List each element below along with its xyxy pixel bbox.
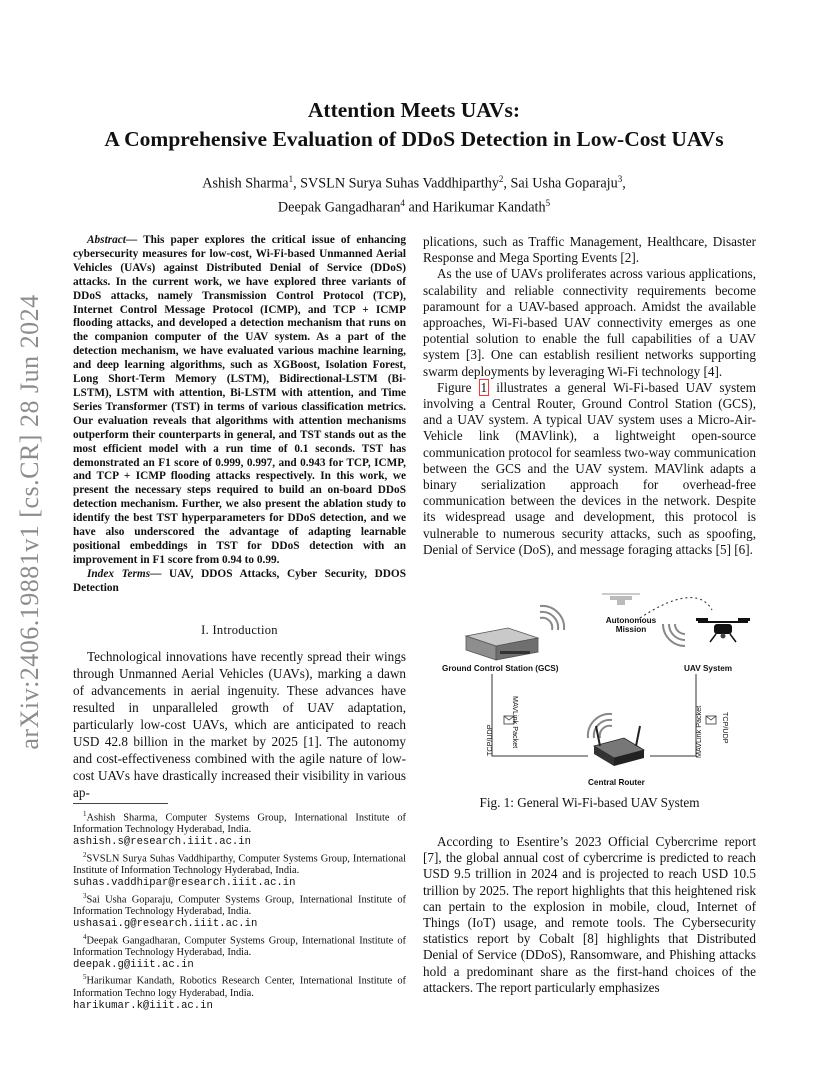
footnote-3: $^3$Sai Usha Goparaju, Computer Systems Group, International Institute of Information Technology Hyderabad, India. ushasai.g@research.iiit.ac.in <box>73 891 406 930</box>
right-column-bottom <box>423 834 756 996</box>
small-drone-icon <box>602 594 640 605</box>
index-terms-label: Index Terms <box>87 567 151 580</box>
autonomous-mission-label: Autonomous Mission <box>605 616 657 634</box>
author-name: , Sai Usha Goparaju <box>503 175 618 192</box>
footnote-5: $^5$Harikumar Kandath, Robotics Research Center, International Institute of Information Techno logy Hyderabad, India. harikumar.k@iiit.ac.in <box>73 973 406 1012</box>
figure-diagram <box>430 588 760 798</box>
author-separator: , <box>622 175 626 192</box>
mavlink-label-right: MAVLink Packet <box>694 705 703 758</box>
right-paragraph-2: As the use of UAVs proliferates across various applications, scalability and reliable connectivity requirements become paramount for a UAV-based approach. Amidst the available approaches, Wi-Fi-based UAV connectivity emerges as one potential solution to enable the full capabilities of a UAV system [3]. One can establish resilient networks supporting swarm deployments by leveraging Wi-Fi technology [4]. <box>423 266 756 379</box>
right-paragraph-4: According to Esentire’s 2023 Official Cybercrime report [7], the global annual cost of cybercrime is predicted to reach USD 9.5 trillion in 2024 and is projected to reach USD 10.5 trillion by 2025. The report highlights that this heightened risk can pertain to the explosion in mobile, cloud, Internet of Things (IoT) usage, and remote tools. The Cybersecurity statistics report by Cobalt [8] highlights that Distributed Denial of Service (DDoS), Ransomware, and Phishing attacks hold a predominant share as the first-hand choices of the attackers. The report particularly emphasizes <box>423 834 756 995</box>
footnote-email[interactable]: suhas.vaddhipar@research.iiit.ac.in <box>73 876 296 889</box>
uav-system-figure <box>430 588 760 798</box>
footnote-1: $^1$Ashish Sharma, Computer Systems Group, International Institute of Information Technology Hyderabad, India. ashish.s@research.iiit.ac.in <box>73 810 406 849</box>
uav-wifi-icon <box>663 624 685 646</box>
footnote-email[interactable]: deepak.g@iiit.ac.in <box>73 958 194 971</box>
gcs-router-link <box>492 674 588 756</box>
author-name: , SVSLN Surya Suhas Vaddhiparthy <box>293 175 499 192</box>
mavlink-label-left: MAVLink Packet <box>511 696 520 749</box>
router-icon <box>594 726 644 766</box>
figure-ref-link[interactable]: 1 <box>480 379 488 395</box>
tcpudp-label-left: TCP/UDP <box>485 724 494 756</box>
section-heading: I. Introduction <box>201 622 278 637</box>
footnotes <box>73 809 406 1013</box>
central-router-label: Central Router <box>588 778 645 787</box>
right-column-top <box>423 234 756 558</box>
tcpudp-label-right: TCP/UDP <box>721 712 730 744</box>
author-list <box>60 170 768 217</box>
title-line-1: Attention Meets UAVs: <box>307 98 521 122</box>
author-affil-mark: 2 <box>498 174 504 184</box>
abstract <box>73 234 406 568</box>
intro-paragraph: Technological innovations have recently spread their wings through Unmanned Aerial Vehicles (UAVs), marking a dawn of advancements in aerial ingenuity. These advances have resulted in unparalleled growth of UAV adaptation, particularly low-cost UAVs, which are anticipated to reach USD 42.8 billion in the market by 2025 [1]. The autonomy and cost-effectiveness combined with the agile nature of low-cost UAVs have drastically increased their visibility in various ap- <box>73 648 406 800</box>
gcs-device-icon <box>466 628 538 660</box>
title-line-2: A Comprehensive Evaluation of DDoS Detection in Low-Cost UAVs <box>104 127 724 151</box>
footnote-4: $^4$Deepak Gangadharan, Computer Systems Group, International Institute of Information Technology Hyderabad, India. deepak.g@iiit.ac.in <box>73 932 406 971</box>
uav-drone-icon <box>696 618 750 642</box>
arxiv-stamp: arXiv:2406.19881v1 [cs.CR] 28 Jun 2024 <box>15 294 44 750</box>
author-affil-mark: 5 <box>545 197 551 208</box>
footnote-email[interactable]: ashish.s@research.iiit.ac.in <box>73 836 252 849</box>
index-terms-text: — UAV, DDOS Attacks, Cyber Security, DDOS Detection <box>73 567 406 594</box>
author-affil-mark: 4 <box>400 197 405 208</box>
abstract-label: Abstract <box>87 234 126 246</box>
uav-system-label: UAV System <box>684 664 733 673</box>
router-wifi-icon <box>588 714 612 738</box>
footnote-email[interactable]: ushasai.g@research.iiit.ac.in <box>73 917 258 930</box>
author-name: Deepak Gangadharan <box>277 199 401 216</box>
gcs-label: Ground Control Station (GCS) <box>442 664 559 673</box>
packet-envelope-icon-right <box>706 716 716 724</box>
index-terms <box>73 568 406 596</box>
author-affil-mark: 3 <box>617 174 623 184</box>
footnote-2: $^2$SVSLN Surya Suhas Vaddhiparthy, Computer Systems Group, International Institute of Information Technology Hyderabad, India. suhas.vaddhipar@research.iiit.ac.in <box>73 850 406 889</box>
gcs-wifi-icon <box>540 606 564 630</box>
author-name: and Harikumar Kandath <box>404 199 546 216</box>
footnote-rule <box>73 803 168 804</box>
figure-caption: Fig. 1: General Wi-Fi-based UAV System <box>479 795 700 810</box>
flight-path <box>640 598 712 618</box>
left-column <box>73 234 406 801</box>
author-name: Ashish Sharma <box>202 175 289 192</box>
right-paragraph-1: plications, such as Traffic Management, Healthcare, Disaster Response and Mega Sporting Events [2]. <box>423 234 756 266</box>
paper-title <box>60 96 768 154</box>
uav-router-link <box>650 674 696 756</box>
footnote-email[interactable]: harikumar.k@iiit.ac.in <box>73 999 213 1012</box>
right-paragraph-3: Figure 1 illustrates a general Wi-Fi-based UAV system involving a Central Router, Ground Control Station (GCS), and a UAV system. A typical UAV system uses a Micro-Air- Vehicle link (MAVlink), a lightweight open-source communication protocol for seamless two-way communication between the GCS and the UAV system. MAVlink adapts a binary serialization approach for overhead-free communication between the devices in the network. Despite its widespread usage and development, this protocol is vulnerable to numerous security attacks, such as spoofing, Denial of Service (DoS), and message foraging attacks [5] [6]. <box>423 379 756 557</box>
author-affil-mark: 1 <box>288 174 294 184</box>
abstract-text: — This paper explores the critical issue of enhancing cybersecurity measures for low-cost, Wi-Fi-based Unmanned Aerial Vehicles (UAVs) against Distributed Denial of Service (DDoS) attacks. In the current work, we have explored three variants of DDoS attacks, namely Transmission Control Protocol (TCP), Internet Control Message Protocol (ICMP), and TCP + ICMP flooding attacks, and developed a detection mechanism that runs on the companion computer of the UAV system. As a part of the detection mechanism, we have evaluated various machine learning, and deep learning algorithms, such as XGBoost, Isolation Forest, Long Short-Term Memory (LSTM), Bidirectional-LSTM (Bi-LSTM), LSTM with attention, Bi-LSTM with attention, and Time Series Transformer (TST) in terms of various classification metrics. Our evaluation reveals that algorithms with attention mechanisms outperform their counterparts in general, and TST stands out as the most efficient model with a run time of 0.1 seconds. TST has demonstrated an F1 score of 0.999, 0.997, and 0.943 for TCP, ICMP, and TCP + ICMP flooding attacks respectively. In this work, we present the necessary steps required to build an on-board DDoS detection mechanism. Further, we also present the ablation study to identify the best TST hyperparameters for DDoS detection, and we have also underscored the advantage of adapting learnable positional embeddings in TST for DDoS detection with an improvement in F1 score from 0.94 to 0.99. <box>73 234 406 566</box>
